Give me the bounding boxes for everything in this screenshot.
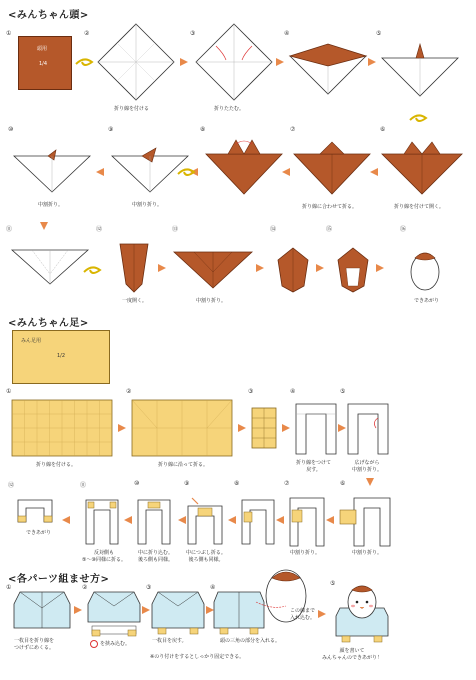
step-arrow [276,516,284,524]
step-arrow [366,478,374,486]
foot-step-2-caption: 折り線に沿って折る。 [158,462,209,468]
assembly-step-4-diagram [214,592,264,636]
step-arrow [142,606,150,614]
head-step-10-diagram [14,148,90,194]
head-paper [18,36,72,90]
foot-finished-diagram [18,500,52,522]
foot-step-10-num: ⑩ [134,480,140,487]
foot-step-3-diagram [252,408,276,448]
assembly-step-3-num: ③ [146,584,152,591]
head-step-2-diagram [98,24,174,100]
step-arrow [370,168,378,176]
foot-step-6-caption: 中割り折り。 [352,550,383,556]
assembly-step-5-num: ⑤ [330,580,336,587]
head-step-8-diagram [206,140,282,196]
foot-step-9-caption: 中につぶし折る。 後ろ側も同様。 [186,550,226,563]
foot-step-11-caption: 反対側も ⑤～⑩同様に折る。 [82,550,126,563]
step-arrow [338,424,346,432]
assembly-step-1-num: ① [6,584,12,591]
foot-step-8-num: ⑧ [234,480,240,487]
step-arrow [206,606,214,614]
step-arrow [74,606,82,614]
head-step-4-num: ④ [284,30,290,37]
foot-paper [12,330,110,384]
head-step-10-num: ⑩ [8,126,14,133]
assembly-step-3-caption: 一枚目を戻す。 [152,638,187,644]
foot-step-10-diagram [138,500,170,544]
head-step-9-caption: 中割り折り。 [132,202,163,208]
foot-step-4-diagram [296,404,336,454]
step-arrow [40,222,48,230]
foot-step-2-num: ② [126,388,132,395]
head-step-7-diagram [294,140,370,196]
head-step-2-num: ② [84,30,90,37]
foot-step-1-diagram [12,400,112,456]
step-arrow [318,610,326,618]
head-step-1-num: ① [6,30,12,37]
step-arrow [180,58,188,66]
foot-step-12-caption: できあがり [26,530,52,536]
foot-step-5-caption: 広げながら 中割り折り。 [352,460,383,473]
step-arrow [158,264,166,272]
flip-icon [74,54,98,70]
foot-step-3-num: ③ [248,388,254,395]
assembly-step-5-caption: 顔を書いて みんちゃんのできあがり！ [322,648,383,661]
assembly-step-2-num: ② [82,584,88,591]
head-step-13-caption: 中割り折り。 [196,298,227,304]
foot-section-title: <みんちゃん足> [8,318,89,329]
foot-paper-label: みん足用 [21,338,42,344]
step-arrow [316,264,324,272]
flip-icon [408,110,428,126]
foot-step-2-diagram [132,400,232,456]
head-step-9-diagram [112,148,188,194]
head-step-3-caption: 折りたたむ。 [214,106,245,112]
step-arrow [228,516,236,524]
head-step-3-num: ③ [190,30,196,37]
foot-step-1-caption: 折り線を付ける。 [36,462,77,468]
assembly-step-4-num: ④ [210,584,216,591]
foot-step-4-caption: 折り線をつけて 戻す。 [296,460,332,473]
head-step-11-num: ⑪ [6,226,13,233]
foot-step-12-num: ⑫ [8,482,15,489]
foot-paper-size: 1/2 [57,353,66,359]
step-arrow [96,168,104,176]
head-step-7-num: ⑦ [290,126,296,133]
head-step-16-num: ⑯ [400,226,407,233]
head-step-5-diagram [382,42,458,98]
foot-step-4-num: ④ [290,388,296,395]
step-arrow [276,58,284,66]
head-step-14-diagram [276,248,310,292]
head-step-6-num: ⑥ [380,126,386,133]
foot-step-6-diagram [340,498,390,546]
head-finished-diagram [410,246,440,292]
head-step-6-caption: 折り線を付けて開く。 [394,204,444,210]
assembly-step-1-diagram [14,588,70,634]
assembly-step-4-caption: 頭の三角の部分を入れる。 [220,638,281,644]
highlight-circle-icon [90,640,98,648]
foot-step-5-diagram [348,404,388,454]
head-step-6-diagram [382,140,462,196]
foot-step-9-diagram [188,498,222,544]
head-step-10-caption: 中割折り。 [38,202,64,208]
assembly-step-2-diagram [88,588,140,636]
head-step-12-num: ⑫ [96,226,103,233]
foot-step-1-num: ① [6,388,12,395]
foot-step-6-num: ⑥ [340,480,346,487]
step-arrow [282,168,290,176]
head-paper-label: 頭用 [37,46,48,52]
step-arrow [118,424,126,432]
step-arrow [124,516,132,524]
head-step-15-num: ⑮ [326,226,333,233]
foot-step-7-caption: 中割り折り。 [290,550,321,556]
foot-step-7-diagram [290,498,324,546]
step-arrow [62,516,70,524]
step-arrow [282,424,290,432]
head-paper-size: 1/4 [39,61,48,67]
assembly-step-1-caption: 一枚目を折り線を つけずにめくる。 [14,638,55,651]
foot-step-7-num: ⑦ [284,480,290,487]
head-step-7-caption: 折り線に合わせて折る。 [302,204,358,210]
head-step-4-diagram [290,38,366,98]
head-step-16-caption: できあがり [414,298,440,304]
head-section-title: <みんちゃん頭> [8,10,89,21]
head-step-2-caption: 折り線を付ける [114,106,150,112]
assembly-note-line: この線まで 入れ込む。 [290,608,316,621]
head-step-11-diagram [12,246,88,286]
head-step-14-num: ⑭ [270,226,277,233]
foot-step-11-diagram [86,500,118,544]
assembly-step-2-caption: を挟み込む。 [100,641,131,647]
foot-step-5-num: ⑤ [340,388,346,395]
foot-step-10-caption: 中に折り込む。 後ろ側も同様。 [138,550,174,563]
assembly-glue-note: ※のり付けをするとしっかり固定できる。 [150,654,245,660]
head-step-15-diagram [336,248,370,292]
step-arrow [376,264,384,272]
foot-step-9-num: ⑨ [184,480,190,487]
step-arrow [178,516,186,524]
head-step-12-diagram [114,244,154,294]
step-arrow [368,58,376,66]
step-arrow [326,516,334,524]
head-step-5-num: ⑤ [376,30,382,37]
foot-step-8-diagram [242,500,274,544]
head-step-13-num: ⑬ [172,226,179,233]
head-step-12-caption: 一度開く。 [122,298,147,304]
head-step-3-diagram [196,24,272,100]
head-step-8-num: ⑧ [200,126,206,133]
step-arrow [238,424,246,432]
assembly-step-3-diagram [152,588,204,636]
minchan-finished-diagram [336,584,388,644]
assembly-section-title: <各パーツ組ませ方> [8,574,110,585]
head-step-13-diagram [174,248,252,290]
flip-icon [82,262,102,278]
foot-step-11-num: ⑪ [80,482,87,489]
step-arrow [256,264,264,272]
head-step-9-num: ⑨ [108,126,114,133]
